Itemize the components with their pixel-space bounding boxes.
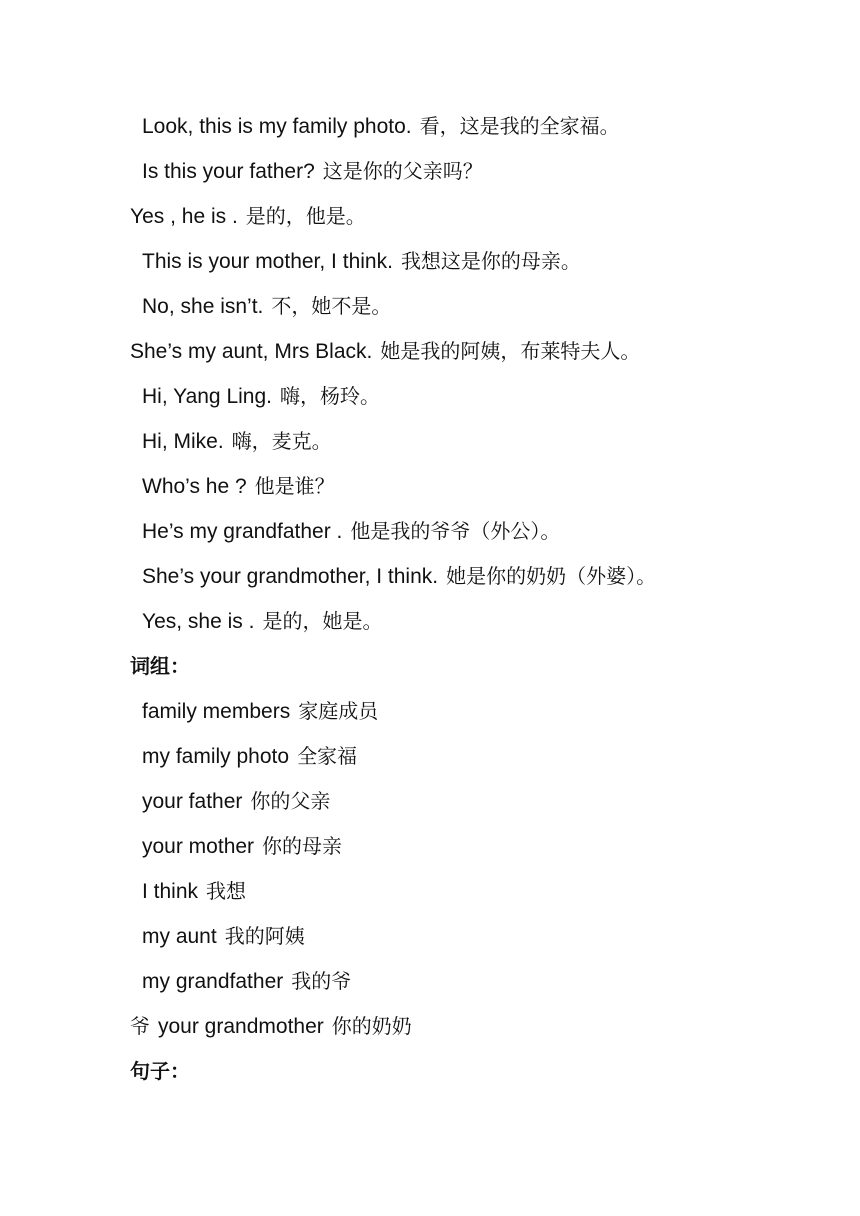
phrase-line (130, 959, 830, 1004)
dialogue-line (130, 239, 830, 284)
english-text: your mother (142, 835, 255, 858)
english-text: This is your mother, I think. (142, 250, 393, 273)
phrase-line (130, 689, 830, 734)
english-text: He’s my grandfather . (142, 520, 343, 543)
chinese-translation: 你的奶奶 (331, 1014, 412, 1038)
english-text: family members (142, 700, 291, 723)
dialogue-line (130, 374, 830, 419)
dialogue-line (130, 194, 830, 239)
dialogue-line (130, 284, 830, 329)
english-text: She’s my aunt, Mrs Black. (130, 340, 373, 363)
chinese-translation: 嗨，杨玲。 (279, 384, 380, 408)
chinese-translation: 家庭成员 (298, 699, 379, 723)
english-text: Yes , he is . (130, 205, 238, 228)
dialogue-line (130, 104, 830, 149)
document-content (130, 104, 830, 1094)
phrase-line (130, 824, 830, 869)
phrase-line (130, 914, 830, 959)
chinese-translation: 我的爷 (291, 969, 352, 993)
chinese-translation: 不，她不是。 (271, 294, 392, 318)
english-text: your grandmother (158, 1015, 324, 1038)
english-text: Is this your father? (142, 160, 315, 183)
chinese-translation: 全家福 (297, 744, 358, 768)
dialogue-line (130, 329, 830, 374)
phrase-line (130, 869, 830, 914)
chinese-translation: 她是你的奶奶（外婆）。 (446, 564, 657, 588)
chinese-translation: 这是你的父亲吗？ (322, 159, 483, 183)
wrapped-character: 爷 (130, 1014, 150, 1038)
dialogue-line (130, 509, 830, 554)
chinese-translation: 他是谁？ (254, 474, 335, 498)
dialogue-line (130, 419, 830, 464)
chinese-translation: 是的，她是。 (262, 609, 383, 633)
chinese-translation: 我想 (206, 879, 247, 903)
english-text: your father (142, 790, 243, 813)
english-text: my family photo (142, 745, 290, 768)
dialogue-line (130, 149, 830, 194)
phrase-line (130, 734, 830, 779)
english-text: my aunt (142, 925, 217, 948)
chinese-translation: 她是我的阿姨，布莱特夫人。 (380, 339, 641, 363)
chinese-translation: 嗨，麦克。 (231, 429, 332, 453)
english-text: No, she isn’t. (142, 295, 264, 318)
english-text: She’s your grandmother, I think. (142, 565, 439, 588)
dialogue-line (130, 599, 830, 644)
chinese-translation: 看，这是我的全家福。 (419, 114, 620, 138)
english-text: Yes, she is . (142, 610, 255, 633)
chinese-translation: 他是我的爷爷（外公）。 (350, 519, 561, 543)
phrases-heading: 词组： (130, 654, 190, 678)
chinese-translation: 我的阿姨 (224, 924, 305, 948)
chinese-translation: 你的父亲 (250, 789, 331, 813)
phrase-line-wrapped (130, 1004, 830, 1049)
english-text: Hi, Mike. (142, 430, 224, 453)
english-text: my grandfather (142, 970, 284, 993)
english-text: Who’s he ? (142, 475, 247, 498)
sentences-heading: 句子： (130, 1059, 190, 1083)
chinese-translation: 是的，他是。 (245, 204, 366, 228)
chinese-translation: 你的母亲 (262, 834, 343, 858)
phrase-line (130, 779, 830, 824)
dialogue-line (130, 554, 830, 599)
chinese-translation: 我想这是你的母亲。 (400, 249, 581, 273)
dialogue-line (130, 464, 830, 509)
english-text: Hi, Yang Ling. (142, 385, 272, 408)
english-text: Look, this is my family photo. (142, 115, 412, 138)
english-text: I think (142, 880, 199, 903)
